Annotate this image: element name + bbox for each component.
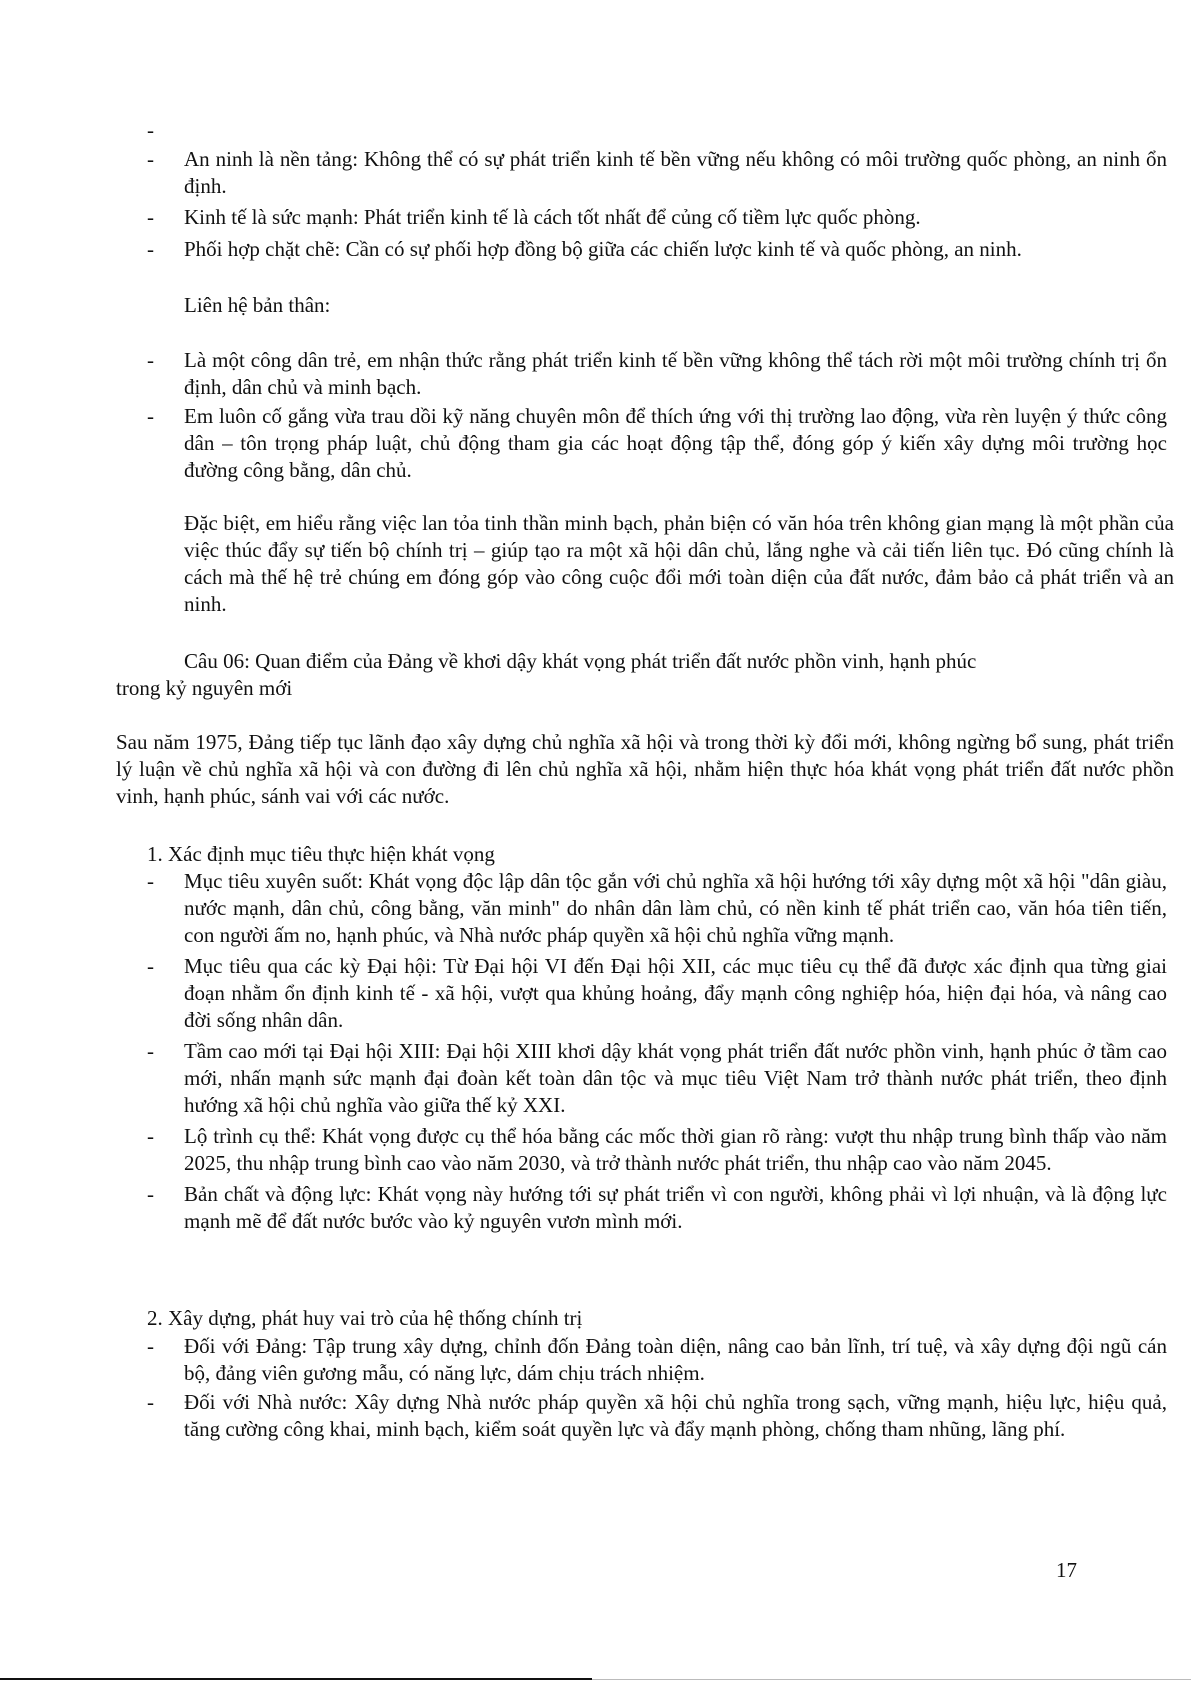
bullet-dash: - (147, 348, 154, 372)
section2-list (147, 1333, 1167, 1443)
list-item-text: Đối với Đảng: Tập trung xây dựng, chỉnh đốn Đảng toàn diện, nâng cao bản lĩnh, trí tuệ, và xây dựng đội ngũ cán bộ, đảng viên gương mẫu, có năng lực, dám chịu trách nhiệm. (184, 1334, 1167, 1385)
bullet-dash: - (147, 954, 154, 978)
list-item (147, 1123, 1167, 1177)
self-reflection-heading: Liên hệ bản thân: (184, 293, 331, 317)
bottom-rule-light (592, 1679, 1191, 1680)
bullet-dash: - (147, 1334, 154, 1358)
list-item (147, 1333, 1167, 1387)
page-number: 17 (1056, 1558, 1077, 1582)
list-item-text: Kinh tế là sức mạnh: Phát triển kinh tế là cách tốt nhất để củng cố tiềm lực quốc phòng. (184, 205, 921, 229)
list-item-text: Đối với Nhà nước: Xây dựng Nhà nước pháp quyền xã hội chủ nghĩa trong sạch, vững mạnh, hiệu lực, hiệu quả, tăng cường công khai, minh bạch, kiểm soát quyền lực và đẩy mạnh phòng, chống tham nhũng, lãng phí. (184, 1390, 1167, 1441)
list-item (147, 1389, 1167, 1443)
list-item-text: An ninh là nền tảng: Không thể có sự phát triển kinh tế bền vững nếu không có môi trường quốc phòng, an ninh ổn định. (184, 147, 1167, 198)
list-item-text: Mục tiêu qua các kỳ Đại hội: Từ Đại hội VI đến Đại hội XII, các mục tiêu cụ thể đã được xác định qua từng giai đoạn nhằm ổn định kinh tế - xã hội, vượt qua khủng hoảng, đẩy mạnh công nghiệp hóa, hiện đại hóa, và nâng cao đời sống nhân dân. (184, 954, 1167, 1032)
top-bullet-list (147, 117, 1167, 263)
question-heading-line1: Câu 06: Quan điểm của Đảng về khơi dậy khát vọng phát triển đất nước phồn vinh, hạnh phúc (184, 649, 977, 673)
section1-list (147, 868, 1167, 1235)
list-item-text: Mục tiêu xuyên suốt: Khát vọng độc lập dân tộc gắn với chủ nghĩa xã hội hướng tới xây dựng một xã hội "dân giàu, nước mạnh, dân chủ, công bằng, văn minh" do nhân dân làm chủ, có nền kinh tế phát triển cao, văn hóa tiên tiến, con người ấm no, hạnh phúc, và Nhà nước pháp quyền xã hội chủ nghĩa vững mạnh. (184, 869, 1167, 947)
bullet-dash: - (147, 237, 154, 261)
bullet-dash: - (147, 1039, 154, 1063)
self-reflection-list (147, 347, 1167, 484)
question-heading-line2: trong kỷ nguyên mới (116, 676, 293, 700)
bottom-rule (0, 1678, 592, 1680)
list-item-text: Tầm cao mới tại Đại hội XIII: Đại hội XIII khơi dậy khát vọng phát triển đất nước phồn vinh, hạnh phúc ở tầm cao mới, nhấn mạnh sức mạnh đại đoàn kết toàn dân tộc và mục tiêu Việt Nam trở thành nước phát triển, theo định hướng xã hội chủ nghĩa vào giữa thế kỷ XXI. (184, 1039, 1167, 1117)
list-item-text: Phối hợp chặt chẽ: Cần có sự phối hợp đồng bộ giữa các chiến lược kinh tế và quốc phòng, an ninh. (184, 237, 1022, 261)
bullet-dash: - (147, 869, 154, 893)
list-item-text: Là một công dân trẻ, em nhận thức rằng phát triển kinh tế bền vững không thể tách rời một môi trường chính trị ổn định, dân chủ và minh bạch. (184, 348, 1167, 399)
list-item (147, 117, 1167, 146)
section2-title: 2. Xây dựng, phát huy vai trò của hệ thống chính trị (147, 1306, 583, 1330)
list-item (147, 403, 1167, 484)
intro-paragraph: Sau năm 1975, Đảng tiếp tục lãnh đạo xây dựng chủ nghĩa xã hội và trong thời kỳ đổi mới, không ngừng bổ sung, phát triển lý luận về chủ nghĩa xã hội và con đường đi lên chủ nghĩa xã hội, nhằm hiện thực hóa khát vọng phát triển đất nước phồn vinh, hạnh phúc, sánh vai với các nước. (116, 730, 1174, 808)
list-item (147, 204, 1167, 231)
list-item-text: Em luôn cố gắng vừa trau dồi kỹ năng chuyên môn để thích ứng với thị trường lao động, vừa rèn luyện ý thức công dân – tôn trọng pháp luật, chủ động tham gia các hoạt động tập thể, đóng góp ý kiến xây dựng môi trường học đường công bằng, dân chủ. (184, 404, 1167, 482)
bullet-dash: - (147, 118, 154, 142)
bullet-dash: - (147, 147, 154, 171)
list-item (147, 868, 1167, 949)
list-item (147, 1181, 1167, 1235)
list-item (147, 236, 1167, 263)
bullet-dash: - (147, 1124, 154, 1148)
list-item (147, 146, 1167, 200)
list-item (147, 1038, 1167, 1119)
bullet-dash: - (147, 205, 154, 229)
section1-title: 1. Xác định mục tiêu thực hiện khát vọng (147, 842, 495, 866)
bullet-dash: - (147, 1182, 154, 1206)
list-item-text: Lộ trình cụ thể: Khát vọng được cụ thể hóa bằng các mốc thời gian rõ ràng: vượt thu nhập trung bình thấp vào năm 2025, thu nhập trung bình cao vào năm 2030, và trở thành nước phát triển, thu nhập cao vào năm 2045. (184, 1124, 1167, 1175)
list-item-text: Bản chất và động lực: Khát vọng này hướng tới sự phát triển vì con người, không phải vì lợi nhuận, và là động lực mạnh mẽ để đất nước bước vào kỷ nguyên vươn mình mới. (184, 1182, 1167, 1233)
list-item (147, 347, 1167, 401)
bullet-dash: - (147, 1390, 154, 1414)
bullet-dash: - (147, 404, 154, 428)
list-item (147, 953, 1167, 1034)
self-reflection-paragraph: Đặc biệt, em hiểu rằng việc lan tỏa tinh thần minh bạch, phản biện có văn hóa trên không gian mạng là một phần của việc thúc đẩy sự tiến bộ chính trị – giúp tạo ra một xã hội dân chủ, lắng nghe và cải tiến liên tục. Đó cũng chính là cách mà thế hệ trẻ chúng em đóng góp vào công cuộc đổi mới toàn diện của đất nước, đảm bảo cả phát triển và an ninh. (184, 511, 1174, 616)
